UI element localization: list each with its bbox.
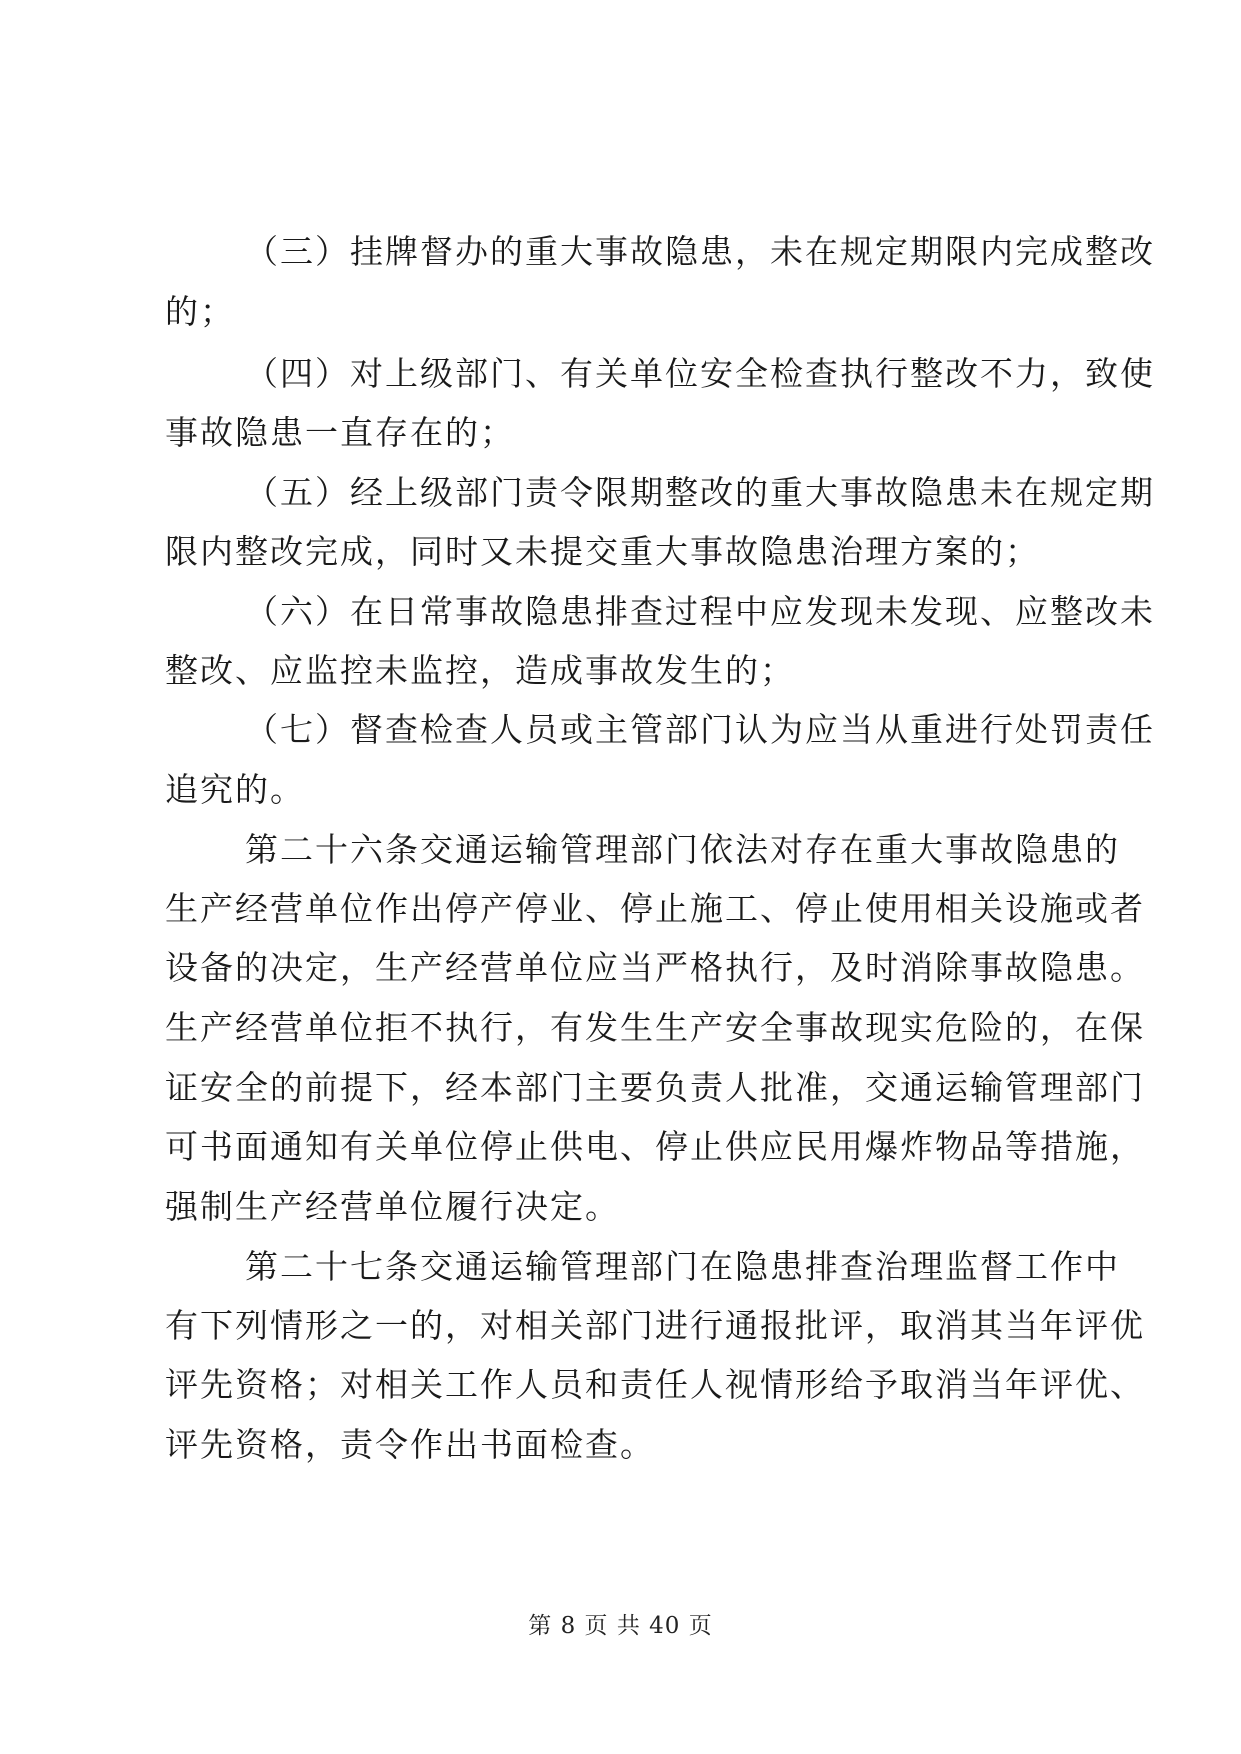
item-4-line-2: 事故隐患一直存在的； (165, 413, 515, 452)
page-number-footer: 第 8 页 共 40 页 (528, 1613, 713, 1639)
item-5-line-2: 限内整改完成，同时又未提交重大事故隐患治理方案的； (165, 532, 1040, 571)
article-26-line-5: 证安全的前提下，经本部门主要负责人批准，交通运输管理部门 (165, 1068, 1145, 1107)
article-26-line-2: 生产经营单位作出停产停业、停止施工、停止使用相关设施或者 (165, 889, 1145, 928)
article-27-line-1: 第二十七条交通运输管理部门在隐患排查治理监督工作中 (245, 1247, 1120, 1286)
article-26-line-3: 设备的决定，生产经营单位应当严格执行，及时消除事故隐患。 (165, 948, 1145, 987)
item-3-line-2: 的； (165, 292, 235, 331)
item-5-line-1: （五）经上级部门责令限期整改的重大事故隐患未在规定期 (245, 473, 1155, 512)
article-27-line-3: 评先资格；对相关工作人员和责任人视情形给予取消当年评优、 (165, 1365, 1145, 1404)
item-3-line-1: （三）挂牌督办的重大事故隐患，未在规定期限内完成整改 (245, 232, 1155, 271)
article-27-line-4: 评先资格，责令作出书面检查。 (165, 1425, 655, 1464)
item-7-line-1: （七）督查检查人员或主管部门认为应当从重进行处罚责任 (245, 710, 1155, 749)
article-26-line-6: 可书面通知有关单位停止供电、停止供应民用爆炸物品等措施， (165, 1127, 1145, 1166)
article-26-line-4: 生产经营单位拒不执行，有发生生产安全事故现实危险的，在保 (165, 1008, 1145, 1047)
article-27-line-2: 有下列情形之一的，对相关部门进行通报批评，取消其当年评优 (165, 1306, 1145, 1345)
article-26-line-7: 强制生产经营单位履行决定。 (165, 1187, 620, 1226)
item-4-line-1: （四）对上级部门、有关单位安全检查执行整改不力，致使 (245, 354, 1155, 393)
item-6-line-1: （六）在日常事故隐患排查过程中应发现未发现、应整改未 (245, 592, 1155, 631)
article-26-line-1: 第二十六条交通运输管理部门依法对存在重大事故隐患的 (245, 830, 1120, 869)
item-7-line-2: 追究的。 (165, 770, 305, 809)
item-6-line-2: 整改、应监控未监控，造成事故发生的； (165, 651, 795, 690)
